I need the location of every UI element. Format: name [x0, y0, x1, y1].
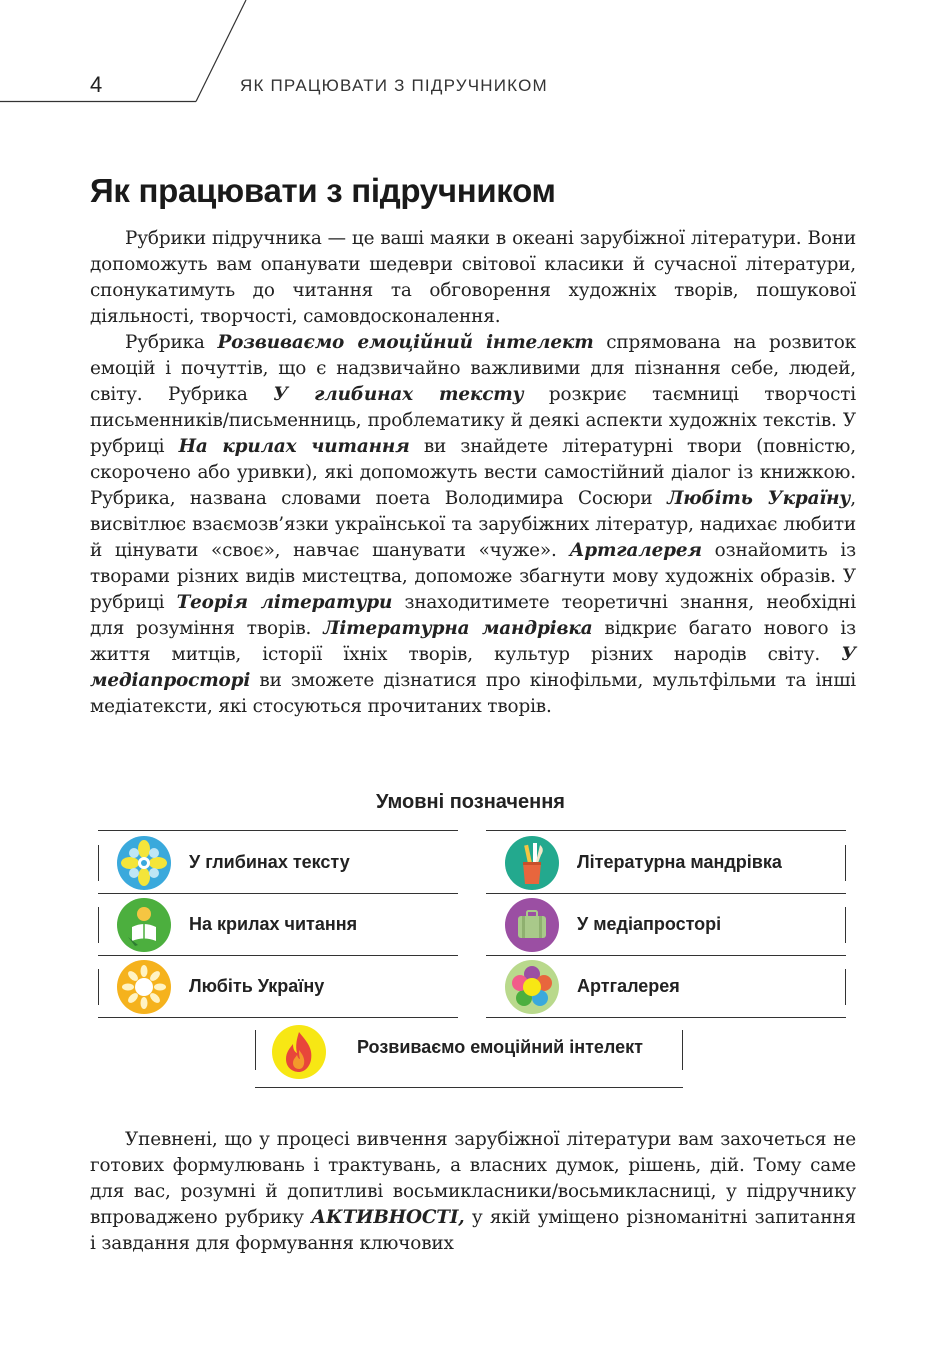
intro-paragraph-1: Рубрики підручника — це ваші маяки в океані зарубіжної літератури. Вони допоможуть вам опанувати шедеври світової класики й сучасної літератури, спонукатимуть до читання та обговорення художніх творів, пошукової діяльності, творчості, самовдосконалення.	[90, 228, 856, 327]
legend-item	[486, 832, 846, 894]
rubric-depths-of-text: У глибинах тексту	[273, 384, 524, 405]
intro-paragraph-2: Рубрика Розвиваємо емоційний інтелект спрямована на розвиток емоцій і почуттів, що є надзвичайно важливими для пізнання себе, людей, світу. Рубрика У глибинах тексту розкриє таємниці творчості письменників/письменниць, проблематику й деякі аспекти художніх текстів. У рубриці На крилах читання ви знайдете літературні твори (повністю, скорочено або уривки), які допоможуть вести самостійний діалог із книжкою. Рубрика, названа словами поета Володимира Сосюри Любіть Україну, висвітлює взаємозв’язки української та зарубіжних літератур, надихає любити й цінувати «своє», навчає шанувати «чуже». Артгалерея ознайомить із творами різних видів мистецтва, допоможе збагнути мову художніх образів. У рубриці Теорія літератури знаходитимете теоретичні знання, необхідні для розуміння творів. Літературна мандрівка відкриє багато нового із життя митців, історії їхніх творів, культур різних народів світу. У медіапросторі ви зможете дізнатися про кінофільми, мультфільми та інші медіатексти, які стосуються прочитаних творів.	[90, 332, 857, 717]
rubric-love-ukraine: Любіть Україну	[667, 488, 851, 509]
closing-text	[90, 1127, 856, 1257]
closing-paragraph: Упевнені, що у процесі вивчення зарубіжної літератури вам захочеться не готових формулювань і трактувань, а власних думок, рішень, дій. Тому саме для вас, розумні й допитливі восьмикласники/восьмикласниці, у підручнику впроваджено рубрику АКТИВНОСТІ, у якій уміщено різноманітні запитання і завдання для формування ключових	[90, 1129, 856, 1254]
sunflower-icon	[116, 959, 172, 1015]
briefcase-icon	[504, 897, 560, 953]
rubric-activities: АКТИВНОСТІ,	[311, 1207, 465, 1228]
palette-flower-icon	[504, 959, 560, 1015]
legend-label: Артгалерея	[577, 976, 680, 996]
running-title: ЯК ПРАЦЮВАТИ З ПІДРУЧНИКОМ	[240, 76, 548, 95]
page-title: Як працювати з підручником	[90, 172, 556, 209]
rubric-emotional-intelligence: Розвиваємо емоційний інтелект	[217, 332, 594, 353]
legend-title: Умовні позначення	[376, 791, 565, 813]
legend-item	[486, 894, 846, 956]
legend-label: Літературна мандрівка	[577, 852, 782, 872]
page-number: 4	[90, 72, 103, 97]
legend-item	[98, 894, 458, 956]
legend-label: Розвиваємо емоційний інтелект	[357, 1037, 643, 1057]
legend-label: У глибинах тексту	[189, 852, 350, 872]
legend-item	[486, 956, 846, 1018]
legend-label: На крилах читання	[189, 914, 358, 934]
header-divider-graphic	[0, 0, 260, 110]
legend-label: У медіапросторі	[577, 914, 722, 934]
rubric-art-gallery: Артгалерея	[569, 540, 702, 561]
legend-item	[98, 956, 458, 1018]
rubric-media-space: У медіапросторі	[90, 644, 856, 691]
legend-item	[255, 1026, 683, 1088]
flame-icon	[271, 1024, 327, 1080]
flower-ornament-icon	[116, 835, 172, 891]
rubric-literary-journey: Літературна мандрівка	[323, 618, 593, 639]
legend-label: Любіть Україну	[189, 976, 325, 996]
rubric-wings-of-reading: На крилах читання	[178, 436, 410, 457]
intro-text	[90, 226, 856, 720]
pencil-cup-icon	[504, 835, 560, 891]
legend-table	[98, 830, 846, 1090]
reader-book-icon	[116, 897, 172, 953]
rubric-literary-theory: Теорія літератури	[176, 592, 393, 613]
legend-item	[98, 832, 458, 894]
